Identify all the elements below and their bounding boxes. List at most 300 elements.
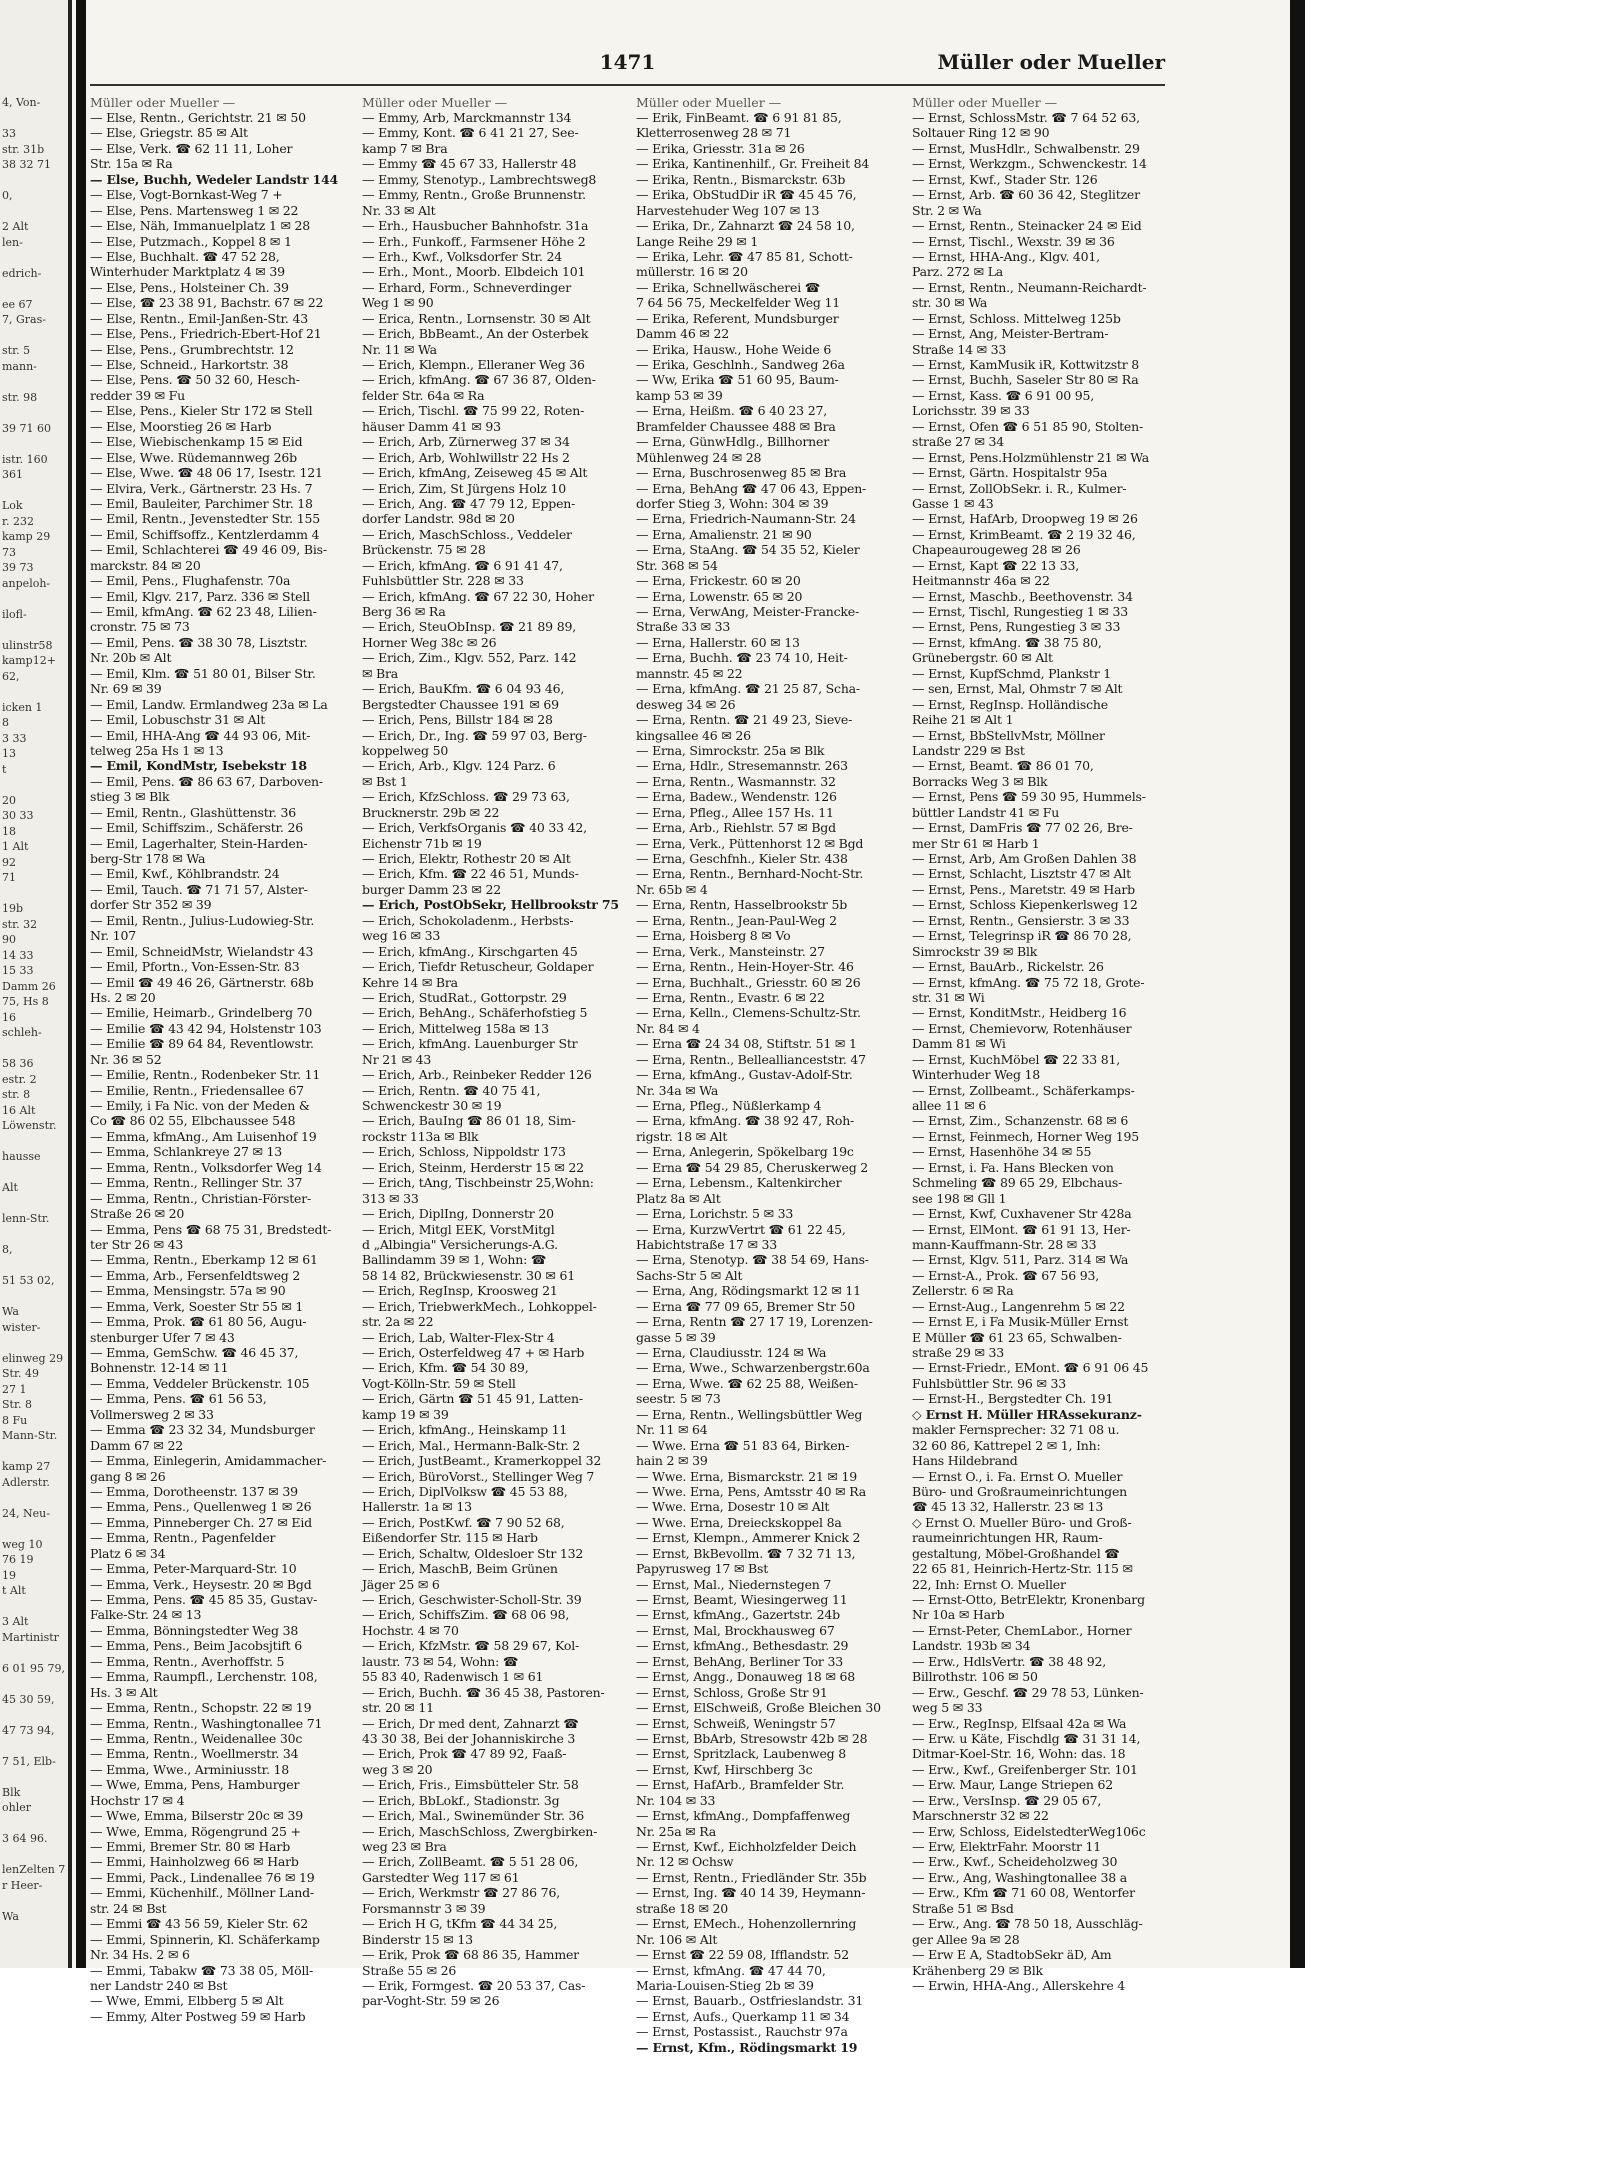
directory-entry-line: Nr. 25a ✉ Ra (636, 1823, 717, 1839)
directory-entry-line: — Erna ☎ 24 34 08, Stiftstr. 51 ✉ 1 (636, 1036, 857, 1052)
directory-entry-line: — Ernst, Klgv. 511, Parz. 314 ✉ Wa (912, 1252, 1129, 1268)
directory-entry-line: — Else, Vogt-Bornkast-Weg 7 + (90, 187, 283, 203)
directory-entry-line: Schmeling ☎ 89 65 29, Elbchaus- (912, 1175, 1123, 1191)
prev-page-fragment (0, 1444, 68, 1460)
directory-entry-line: — Erich, BauIng ☎ 86 01 18, Sim- (362, 1113, 576, 1129)
directory-entry-line: — Ernst, Rentn., Friedländer Str. 35b (636, 1869, 867, 1885)
directory-entry-line: — Else, Rentn., Gerichtstr. 21 ✉ 50 (90, 110, 306, 125)
prev-page-fragment (0, 1893, 68, 1909)
directory-entry-line: — Emil, SchneidMstr, Wielandstr 43 (90, 943, 314, 959)
scan-right-edge (1290, 0, 1305, 1968)
directory-entry-line: — Erw., Geschf. ☎ 29 78 53, Lünken- (912, 1684, 1144, 1700)
directory-entry-line: — Emma, Raumpfl., Lerchenstr. 108, (90, 1669, 318, 1685)
prev-page-fragment: weg 10 (2, 1537, 43, 1551)
directory-entry-line: — Ernst, Buchh, Saseler Str 80 ✉ Ra (912, 372, 1139, 388)
directory-entry-line: desweg 34 ✉ 26 (636, 696, 736, 712)
directory-entry-line: — Ernst, RegInsp. Holländische (912, 696, 1108, 712)
directory-entry-line: — Erich, Kfm. ☎ 22 46 51, Munds- (362, 866, 579, 882)
directory-entry-line: — Erna, Stenotyp. ☎ 38 54 69, Hans- (636, 1252, 869, 1268)
directory-entry-line: — Ernst, Aufs., Querkamp 11 ✉ 34 (636, 2008, 850, 2024)
prev-page-fragment: edrich- (2, 266, 42, 280)
directory-entry-line: Landstr 229 ✉ Bst (912, 742, 1025, 758)
directory-entry-line: — Emilie, Rentn., Friedensallee 67 (90, 1082, 304, 1098)
directory-entry-line: — Erich, SteuObInsp. ☎ 21 89 89, (362, 619, 576, 635)
directory-entry-line: — Ernst, Beamt, Wiesingerweg 11 (636, 1592, 848, 1607)
directory-entry-line: — Ernst, ElMont. ☎ 61 91 13, Her- (912, 1221, 1131, 1237)
prev-page-fragment: 16 Alt (2, 1103, 36, 1117)
directory-entry-line: — Emma, Rentn., Washingtonallee 71 (90, 1715, 323, 1731)
directory-entry-line: — Ernst, BbArb, Stresowstr 42b ✉ 28 (636, 1730, 868, 1746)
directory-entry-line: — Erw., Kfm ☎ 71 60 08, Wentorfer (912, 1885, 1135, 1901)
directory-entry-line: — Ernst, Rentn., Steinacker 24 ✉ Eid (912, 218, 1142, 234)
directory-entry-line: — Emil, Klm. ☎ 51 80 01, Bilser Str. (90, 665, 316, 681)
directory-entry-line: — Erich, Osterfeldweg 47 + ✉ Harb (362, 1345, 585, 1360)
directory-entry-line: — Ernst, Postassist., Rauchstr 97a (636, 2024, 848, 2040)
directory-entry-line: — Emma, GemSchw. ☎ 46 45 37, (90, 1345, 299, 1360)
directory-entry-line: — Erika, Hausw., Hohe Weide 6 (636, 341, 832, 357)
directory-entry-line: — Emil, Rentn., Jevenstedter Str. 155 (90, 511, 320, 527)
directory-entry-line: — Ernst, EMech., Hohenzollernring (636, 1916, 857, 1932)
directory-entry-line: — Emilie ☎ 43 42 94, Holstenstr 103 (90, 1020, 322, 1036)
directory-entry-line: — Erika, Schnellwäscherei ☎ (636, 279, 821, 295)
prev-page-fragment (0, 1165, 68, 1181)
directory-entry-line: — Emma, kfmAng., Am Luisenhof 19 (90, 1128, 317, 1144)
prev-page-fragment (0, 684, 68, 700)
directory-entry-line: — Erich, MaschSchloss., Veddeler (362, 526, 572, 542)
prev-page-fragment (0, 1676, 68, 1692)
prev-page-fragment: 38 32 71 (2, 158, 51, 171)
prev-page-fragment: str. 5 (2, 344, 31, 357)
prev-page-fragment (0, 1134, 68, 1150)
directory-entry-line: — Ernst, KamMusik iR, Kottwitzstr 8 (912, 357, 1140, 372)
directory-entry-line: Ballindamm 39 ✉ 1, Wohn: ☎ (362, 1252, 547, 1268)
directory-entry-line: — Emma, Dorotheenstr. 137 ✉ 39 (90, 1483, 298, 1499)
directory-entry-line: gasse 5 ✉ 39 (636, 1329, 716, 1345)
directory-entry-line: Borracks Weg 3 ✉ Blk (912, 773, 1048, 789)
directory-entry-line: straße 29 ✉ 33 (912, 1345, 1005, 1360)
directory-entry-line: — Erich, MaschSchloss, Zwergbirken- (362, 1823, 598, 1839)
directory-entry-line: — Erna, Frickestr. 60 ✉ 20 (636, 573, 801, 589)
directory-entry-line: — Emma, Pinneberger Ch. 27 ✉ Eid (90, 1514, 312, 1530)
directory-entry-line: Damm 46 ✉ 22 (636, 326, 729, 342)
directory-entry-line: — Ernst, Schloss, Große Str 91 (636, 1684, 828, 1700)
directory-entry-line: — Emil, Lagerhalter, Stein-Harden- (90, 835, 308, 851)
directory-entry-line: — Erich, Schloss, Nippoldstr 173 (362, 1144, 566, 1160)
directory-entry-line: — Emmi, Hainholzweg 66 ✉ Harb (90, 1854, 299, 1870)
directory-entry-line: — Emmy ☎ 45 67 33, Hallerstr 48 (362, 156, 577, 172)
directory-entry-line: str. 30 ✉ Wa (912, 295, 988, 311)
prev-page-fragment: schleh- (2, 1026, 42, 1039)
directory-entry-line: Berg 36 ✉ Ra (362, 604, 446, 619)
directory-entry-line: — Erw. Maur, Lange Striepen 62 (912, 1777, 1114, 1793)
directory-entry-line: Str. 15a ✉ Ra (90, 156, 173, 172)
directory-entry-line: — Else, Pens., Grumbrechtstr. 12 (90, 341, 294, 357)
directory-entry-line: Parz. 272 ✉ La (912, 264, 1004, 280)
prev-page-fragment (0, 886, 68, 902)
directory-entry-line: — Erich, SchiffsZim. ☎ 68 06 98, (362, 1607, 570, 1623)
directory-entry-line: Nr 10a ✉ Harb (912, 1607, 1005, 1623)
prev-page-fragment: str. 98 (2, 390, 38, 404)
directory-entry-line: weg 23 ✉ Bra (362, 1839, 447, 1854)
directory-entry-line: — Emma, Einlegerin, Amidammacher- (90, 1453, 327, 1469)
directory-entry-line: — Emma, Rentn., Pagenfelder (90, 1530, 276, 1546)
directory-entry-line: — Emma, Verk, Soester Str 55 ✉ 1 (90, 1298, 304, 1314)
column-continuation-heading: Müller oder Mueller — (90, 95, 236, 110)
directory-entry-line: — Erich, Zim., Klgv. 552, Parz. 142 (362, 650, 577, 666)
directory-entry-line: — Ernst, Spritzlack, Laubenweg 8 (636, 1746, 847, 1762)
directory-entry-line: — Erich, ZollBeamt. ☎ 5 51 28 06, (362, 1854, 579, 1870)
directory-entry-line: ◇ Ernst H. Müller HRAssekuranz- (912, 1406, 1142, 1422)
prev-page-fragment (0, 622, 68, 638)
directory-entry-line: — Ernst, Pens, Rungestieg 3 ✉ 33 (912, 619, 1121, 635)
directory-entry-line: — Erna, Rentn., Wellingsbüttler Weg (636, 1406, 863, 1422)
previous-page-edge (0, 0, 72, 1968)
directory-entry-line: Vollmersweg 2 ✉ 33 (90, 1406, 214, 1422)
directory-entry-line: — Erna, BehAng ☎ 47 06 43, Eppen- (636, 480, 867, 496)
directory-entry-line: — Ernst, Beamt. ☎ 86 01 70, (912, 758, 1094, 774)
prev-page-fragment (0, 1335, 68, 1351)
directory-entry-line: — Erna, Arb., Riehlstr. 57 ✉ Bgd (636, 820, 836, 836)
directory-entry-line: — Erich, Mittelweg 158a ✉ 13 (362, 1020, 549, 1036)
directory-entry-line: — Ernst, Mal., Niedernstegen 7 (636, 1576, 832, 1592)
directory-entry-line: — Ernst, Bauarb., Ostfrieslandstr. 31 (636, 1993, 864, 2009)
directory-entry-line: — Erna, kfmAng. ☎ 21 25 87, Scha- (636, 681, 860, 697)
directory-entry-line: — Erich, DiplIng, Donnerstr 20 (362, 1206, 554, 1222)
directory-entry-line: — Emma, Prok. ☎ 61 80 56, Augu- (90, 1314, 307, 1330)
directory-entry-line: — Ernst-Peter, ChemLabor., Horner (912, 1622, 1132, 1638)
directory-entry-line: — Emil, KondMstr, Isebekstr 18 (90, 758, 307, 774)
column-continuation-heading: Müller oder Mueller — (912, 95, 1058, 110)
directory-entry-line: seestr. 5 ✉ 73 (636, 1391, 721, 1407)
prev-page-fragment: lenZelten 7 (2, 1863, 66, 1876)
directory-entry-line: Büro- und Großraumeinrichtungen (912, 1483, 1128, 1499)
directory-entry-line: — Else, Griegstr. 85 ✉ Alt (90, 125, 248, 141)
directory-column-1 (90, 95, 358, 2024)
directory-entry-line: Nr. 12 ✉ Ochsw (636, 1854, 734, 1870)
directory-entry-line: — Erich, Klempn., Elleraner Weg 36 (362, 357, 585, 372)
directory-entry-line: — Ernst, KonditMstr., Heidberg 16 (912, 1005, 1127, 1021)
directory-entry-line: 43 30 38, Bei der Johanniskirche 3 (362, 1730, 576, 1746)
directory-entry-line: — Emma, Pens ☎ 68 75 31, Bredstedt- (90, 1221, 332, 1237)
directory-entry-line: Nr. 34a ✉ Wa (636, 1082, 719, 1098)
directory-entry-line: — Erich, DiplVolksw ☎ 45 53 88, (362, 1483, 568, 1499)
directory-entry-line: Str. 368 ✉ 54 (636, 557, 718, 573)
directory-entry-line: — Erich, Ang. ☎ 47 79 12, Eppen- (362, 495, 576, 511)
directory-entry-line: — Ernst, kfmAng., Gazertstr. 24b (636, 1607, 840, 1623)
directory-entry-line: — Ernst-H., Bergstedter Ch. 191 (912, 1391, 1114, 1407)
directory-entry-line: — Erich, BüroVorst., Stellinger Weg 7 (362, 1468, 595, 1484)
directory-entry-line: — Else, Pens., Friedrich-Ebert-Hof 21 (90, 326, 322, 342)
directory-entry-line: — Erna, Wwe. ☎ 62 25 88, Weißen- (636, 1375, 858, 1391)
directory-entry-line: ger Allee 9a ✉ 28 (912, 1931, 1020, 1947)
directory-entry-line: — Emil, Pens. ☎ 86 63 67, Darboven- (90, 773, 323, 789)
directory-entry-line: stenburger Ufer 7 ✉ 43 (90, 1329, 235, 1345)
prev-page-fragment (0, 483, 68, 499)
directory-entry-line: Harvestehuder Weg 107 ✉ 13 (636, 202, 820, 218)
directory-entry-line: Bohnenstr. 12-14 ✉ 11 (90, 1360, 229, 1376)
directory-entry-line: — Emmi, Pack., Lindenallee 76 ✉ 19 (90, 1869, 315, 1885)
directory-entry-line: — Else, Wiebischenkamp 15 ✉ Eid (90, 434, 303, 450)
directory-entry-line: — Erik, Prok ☎ 68 86 35, Hammer (362, 1947, 579, 1963)
directory-entry-line: — Ernst, KupfSchmd, Plankstr 1 (912, 665, 1111, 681)
directory-entry-line: Brucknerstr. 29b ✉ 22 (362, 804, 500, 820)
directory-entry-line: — Emma, Rentn., Woellmerstr. 34 (90, 1746, 299, 1762)
directory-entry-line: Winterhuder Weg 18 (912, 1067, 1041, 1083)
directory-entry-line: — Erich, Kfm. ☎ 54 30 89, (362, 1360, 529, 1376)
directory-entry-line: Hallerstr. 1a ✉ 13 (362, 1499, 472, 1515)
directory-column-4 (912, 95, 1172, 1993)
directory-entry-line: — Ernst, BauArb., Rickelstr. 26 (912, 959, 1104, 975)
directory-entry-line: — Emma, Verk., Heysestr. 20 ✉ Bgd (90, 1576, 312, 1592)
directory-entry-line: — Erich, Dr med dent, Zahnarzt ☎ (362, 1715, 579, 1731)
directory-entry-line: — Ernst, MusHdlr., Schwalbenstr. 29 (912, 140, 1140, 156)
directory-entry-line: — Erich, BehAng., Schäferhofstieg 5 (362, 1005, 588, 1021)
directory-entry-line: — Ernst, Pens.Holzmühlenstr 21 ✉ Wa (912, 449, 1150, 465)
prev-page-fragment: Wa (2, 1305, 19, 1318)
directory-entry-line: — Emma, Pens., Quellenweg 1 ✉ 26 (90, 1499, 312, 1515)
directory-entry-line: laustr. 73 ✉ 54, Wohn: ☎ (362, 1653, 519, 1669)
directory-entry-line: — Else, Pens. ☎ 50 32 60, Hesch- (90, 372, 300, 388)
prev-page-fragment: 92 (2, 855, 16, 869)
directory-entry-line: — Ernst-Friedr., EMont. ☎ 6 91 06 45 (912, 1360, 1149, 1376)
directory-entry-line: — Ernst, Telegrinsp iR ☎ 86 70 28, (912, 928, 1132, 944)
directory-entry-line: — Emil, Pens., Flughafenstr. 70a (90, 573, 291, 589)
prev-page-fragment (0, 591, 68, 607)
directory-entry-line: — Ernst, Feinmech, Horner Weg 195 (912, 1128, 1139, 1144)
directory-entry-line: Fuhlsbüttler Str. 228 ✉ 33 (362, 573, 524, 589)
prev-page-fragment: estr. 2 (2, 1072, 37, 1086)
prev-page-fragment: 15 33 (2, 964, 34, 977)
directory-entry-line: — Erich, Elektr, Rothestr 20 ✉ Alt (362, 851, 571, 866)
prev-page-fragment: Mann-Str. (2, 1429, 58, 1442)
directory-entry-line: Bergstedter Chaussee 191 ✉ 69 (362, 696, 559, 712)
directory-entry-line: — Erna, Lowenstr. 65 ✉ 20 (636, 588, 803, 604)
directory-entry-line: — Erich, Prok ☎ 47 89 92, Faaß- (362, 1746, 567, 1762)
directory-entry-line: Platz 6 ✉ 34 (90, 1545, 166, 1561)
column-continuation-heading: Müller oder Mueller — (362, 95, 508, 110)
directory-entry-line: — Erw., Kwf., Scheideholzweg 30 (912, 1854, 1118, 1870)
directory-entry-line: — Emma, Rentn., Averhoffstr. 5 (90, 1653, 285, 1669)
directory-entry-line: — Erich, Rentn. ☎ 40 75 41, (362, 1082, 541, 1098)
directory-entry-line: — Emma, Bönningstedter Weg 38 (90, 1622, 299, 1638)
prev-page-fragment: elinweg 29 (2, 1351, 64, 1365)
prev-page-fragment: ee 67 (2, 297, 33, 311)
directory-entry-line: ◇ Ernst O. Mueller Büro- und Groß- (912, 1514, 1132, 1530)
directory-entry-line: — Emil, HHA-Ang ☎ 44 93 06, Mit- (90, 727, 311, 743)
directory-entry-line: weg 16 ✉ 33 (362, 928, 441, 944)
directory-entry-line: Sachs-Str 5 ✉ Alt (636, 1267, 743, 1283)
directory-entry-line: — Emmi, Küchenhilf., Möllner Land- (90, 1885, 314, 1901)
directory-entry-line: — Wwe, Emma, Bilserstr 20c ✉ 39 (90, 1808, 303, 1824)
directory-entry-line: — Ernst, BehAng, Berliner Tor 33 (636, 1653, 843, 1669)
prev-page-fragment: 18 (2, 824, 16, 838)
prev-page-fragment: Adlerstr. (2, 1475, 50, 1489)
directory-entry-line: — Ernst, Klempn., Ammerer Knick 2 (636, 1530, 861, 1546)
directory-entry-line: — Ernst ☎ 22 59 08, Ifflandstr. 52 (636, 1947, 849, 1963)
prev-page-fragment (0, 1847, 68, 1863)
prev-page-fragment (0, 1521, 68, 1537)
directory-entry-line: — Ernst, Zollbeamt., Schäferkamps- (912, 1082, 1135, 1098)
directory-entry-line: Eichenstr 71b ✉ 19 (362, 835, 482, 851)
directory-entry-line: — Erich, Werkmstr ☎ 27 86 76, (362, 1885, 560, 1901)
directory-entry-line: kamp 53 ✉ 39 (636, 387, 723, 403)
directory-entry-line: Gasse 1 ✉ 43 (912, 495, 994, 511)
directory-entry-line: — Erna, Buchh. ☎ 23 74 10, Heit- (636, 650, 848, 666)
directory-entry-line: — Emmy, Stenotyp., Lambrechtsweg8 (362, 171, 597, 187)
directory-entry-line: d „Albingia" Versicherungs-A.G. (362, 1236, 558, 1252)
directory-entry-line: — Ernst, kfmAng., Dompfaffenweg (636, 1808, 851, 1824)
directory-entry-line: — Emma, Rentn., Volksdorfer Weg 14 (90, 1159, 322, 1175)
directory-entry-line: — Wwe. Erna, Pens, Amtsstr 40 ✉ Ra (636, 1483, 866, 1499)
directory-entry-line: Reihe 21 ✉ Alt 1 (912, 712, 1014, 728)
directory-entry-line: — Emil, Rentn., Glashüttenstr. 36 (90, 804, 296, 820)
directory-entry-line: Krähenberg 29 ✉ Blk (912, 1962, 1043, 1978)
directory-entry-line: redder 39 ✉ Fu (90, 387, 185, 403)
prev-page-fragment: istr. 160 (2, 452, 48, 466)
directory-entry-line: — Ernst, ElSchweiß, Große Bleichen 30 (636, 1700, 881, 1716)
directory-entry-line: — Erna, Rentn., Evastr. 6 ✉ 22 (636, 989, 825, 1005)
prev-page-fragment: 2 Alt (2, 220, 29, 233)
directory-entry-line: kamp 19 ✉ 39 (362, 1406, 449, 1422)
directory-entry-line: — Erna, Friedrich-Naumann-Str. 24 (636, 511, 856, 527)
directory-entry-line: — Erna, GünwHdlg., Billhorner (636, 434, 829, 450)
directory-entry-line: — Else, Näh, Immanuelplatz 1 ✉ 28 (90, 218, 311, 234)
directory-entry-line: — Ernst, SchlossMstr. ☎ 7 64 52 63, (912, 110, 1140, 125)
header-rule (90, 84, 1165, 86)
directory-entry-line: weg 5 ✉ 33 (912, 1700, 983, 1716)
directory-entry-line: — Emil, Bauleiter, Parchimer Str. 18 (90, 495, 313, 511)
prev-page-fragment: 58 36 (2, 1057, 34, 1070)
directory-entry-line: — Emil, Klgv. 217, Parz. 336 ✉ Stell (90, 588, 310, 604)
directory-entry-line: — Emil, Pfortn., Von-Essen-Str. 83 (90, 959, 300, 975)
directory-entry-line: — Erna, Verk., Mansteinstr. 27 (636, 943, 825, 959)
directory-entry-line: felder Str. 64a ✉ Ra (362, 387, 485, 403)
directory-entry-line: — Ernst, Ing. ☎ 40 14 39, Heymann- (636, 1885, 866, 1901)
directory-entry-line: — Erna, Simrockstr. 25a ✉ Blk (636, 742, 825, 758)
directory-entry-line: — Else, Rentn., Emil-Janßen-Str. 43 (90, 310, 308, 326)
directory-entry-line: — Ernst-Otto, BetrElektr, Kronenbarg (912, 1592, 1145, 1607)
directory-entry-line: Marschnerstr 32 ✉ 22 (912, 1808, 1049, 1824)
column-continuation-heading: Müller oder Mueller — (636, 95, 782, 110)
directory-entry-line: ner Landstr 240 ✉ Bst (90, 1977, 228, 1993)
directory-entry-line: — Erich, Schaltw, Oldesloer Str 132 (362, 1545, 584, 1561)
directory-entry-line: — Else, Buchhalt. ☎ 47 52 28, (90, 248, 280, 264)
directory-entry-line: — Emilie, Heimarb., Grindelberg 70 (90, 1005, 313, 1021)
directory-entry-line: Papyrusweg 17 ✉ Bst (636, 1561, 769, 1577)
prev-page-fragment: 7, Gras- (2, 313, 46, 326)
directory-entry-line: — Erich, Tischl. ☎ 75 99 22, Roten- (362, 403, 585, 419)
directory-entry-line: Falke-Str. 24 ✉ 13 (90, 1607, 202, 1623)
directory-entry-line: Nr. 65b ✉ 4 (636, 881, 708, 897)
directory-entry-line: — Emma, Pens. ☎ 61 56 53, (90, 1391, 267, 1407)
directory-entry-line: — Else, Verk. ☎ 62 11 11, Loher (90, 140, 293, 156)
directory-entry-line: — Erich, StudRat., Gottorpstr. 29 (362, 989, 567, 1005)
directory-entry-line: dorfer Landstr. 98d ✉ 20 (362, 511, 515, 527)
prev-page-fragment: kamp12+ (2, 654, 56, 667)
directory-entry-line: rockstr 113a ✉ Blk (362, 1128, 479, 1144)
prev-page-fragment: ohler (2, 1801, 31, 1814)
directory-entry-line: Heitmannstr 46a ✉ 22 (912, 573, 1050, 589)
directory-entry-line: — Erika, Dr., Zahnarzt ☎ 24 58 10, (636, 218, 855, 234)
prev-page-fragment (0, 173, 68, 189)
directory-entry-line: — Emma, Mensingstr. 57a ✉ 90 (90, 1283, 286, 1299)
directory-entry-line: — Else, Buchh, Wedeler Landstr 144 (90, 171, 339, 187)
directory-entry-line: E Müller ☎ 61 23 65, Schwalben- (912, 1329, 1122, 1345)
directory-column-3 (636, 95, 904, 2055)
directory-entry-line: — Erika, Kantinenhilf., Gr. Freiheit 84 (636, 156, 870, 172)
prev-page-fragment: ulinstr58 (2, 638, 53, 652)
directory-entry-line: — Ernst, Ang, Meister-Bertram- (912, 326, 1109, 342)
directory-entry-line: — Emil, Lobuschstr 31 ✉ Alt (90, 712, 266, 728)
directory-entry-line: müllerstr. 16 ✉ 20 (636, 264, 748, 280)
directory-entry-line: — Ernst O., i. Fa. Ernst O. Mueller (912, 1468, 1123, 1484)
prev-page-fragment: len- (2, 235, 23, 249)
directory-entry-line: — Emilie ☎ 89 64 84, Reventlowstr. (90, 1036, 314, 1052)
prev-page-fragment: mann- (2, 359, 37, 373)
directory-entry-line: — Else, Pens., Kieler Str 172 ✉ Stell (90, 403, 313, 419)
prev-page-fragment (0, 250, 68, 266)
directory-entry-line: — Erika, Referent, Mundsburger (636, 310, 839, 326)
directory-entry-line: Nr. 20b ✉ Alt (90, 650, 172, 666)
directory-entry-line: — Erna, Anlegerin, Spökelbarg 19c (636, 1144, 854, 1160)
prev-page-fragment: 6 01 95 79, (2, 1661, 65, 1675)
directory-entry-line: Damm 81 ✉ Wi (912, 1036, 1006, 1052)
directory-entry-line: — Ernst, KrimBeamt. ☎ 2 19 32 46, (912, 526, 1136, 542)
prev-page-fragment (0, 1227, 68, 1243)
directory-entry-line: Nr. 104 ✉ 33 (636, 1792, 716, 1808)
running-head: Müller oder Mueller (937, 50, 1165, 74)
directory-entry-line: — Emma, Veddeler Brückenstr. 105 (90, 1375, 310, 1391)
directory-entry-line: Straße 33 ✉ 33 (636, 619, 731, 635)
directory-entry-line: — Ernst, KuchMöbel ☎ 22 33 81, (912, 1051, 1121, 1067)
prev-page-fragment (0, 405, 68, 421)
prev-page-fragment: 19b (2, 902, 24, 915)
directory-entry-line: — Emma, Peter-Marquard-Str. 10 (90, 1561, 297, 1577)
prev-page-fragment: t (2, 762, 7, 776)
prev-page-fragment (0, 1289, 68, 1305)
directory-entry-line: see 198 ✉ Gll 1 (912, 1190, 1007, 1206)
directory-entry-line: Kehre 14 ✉ Bra (362, 974, 458, 990)
directory-entry-line: — Erna, Rentn., Hein-Hoyer-Str. 46 (636, 959, 854, 975)
directory-entry-line: — Erna, VerwAng, Meister-Francke- (636, 604, 859, 619)
directory-entry-line: — Erika, ObStudDir iR ☎ 45 45 76, (636, 187, 857, 203)
directory-entry-line: — Erich, KfzSchloss. ☎ 29 73 63, (362, 789, 570, 805)
directory-entry-line: — Erich, Tiefdr Retuscheur, Goldaper (362, 959, 594, 975)
directory-entry-line: — Erich, Arb, Wohlwillstr 22 Hs 2 (362, 449, 570, 465)
prev-page-fragment: 4, Von- (2, 96, 41, 109)
directory-entry-line: Bramfelder Chaussee 488 ✉ Bra (636, 418, 836, 434)
prev-page-fragment (0, 1258, 68, 1274)
directory-entry-line: — Erich, BbLokf., Stadionstr. 3g (362, 1792, 560, 1808)
directory-entry-line: — Ernst, kfmAng., Bethesdastr. 29 (636, 1638, 849, 1654)
directory-entry-line: — Emma, Pens. ☎ 45 85 35, Gustav- (90, 1592, 318, 1607)
directory-entry-line: — Erich, JustBeamt., Kramerkoppel 32 (362, 1453, 602, 1469)
prev-page-fragment: 3 64 96. (2, 1832, 48, 1845)
directory-entry-line: — Erich, Mal., Swinemünder Str. 36 (362, 1808, 584, 1824)
prev-page-fragment: 20 (2, 793, 16, 807)
directory-entry-line: — Erich, PostKwf. ☎ 7 90 52 68, (362, 1514, 565, 1530)
prev-page-fragment: 8 Fu (2, 1413, 28, 1427)
directory-entry-line: — Emil, Landw. Ermlandweg 23a ✉ La (90, 696, 328, 712)
directory-entry-line: — Emmi ☎ 43 56 59, Kieler Str. 62 (90, 1916, 308, 1932)
directory-entry-line: ✉ Bra (362, 665, 399, 681)
directory-entry-line: — Ernst, Gärtn. Hospitalstr 95a (912, 465, 1108, 481)
directory-entry-line: — Ernst, Chemievorw, Rotenhäuser (912, 1020, 1132, 1036)
prev-page-fragment: 73 (2, 545, 16, 559)
prev-page-fragment: 45 30 59, (2, 1692, 55, 1706)
prev-page-fragment (0, 1645, 68, 1661)
directory-entry-line: 22, Inh: Ernst O. Mueller (912, 1576, 1066, 1592)
